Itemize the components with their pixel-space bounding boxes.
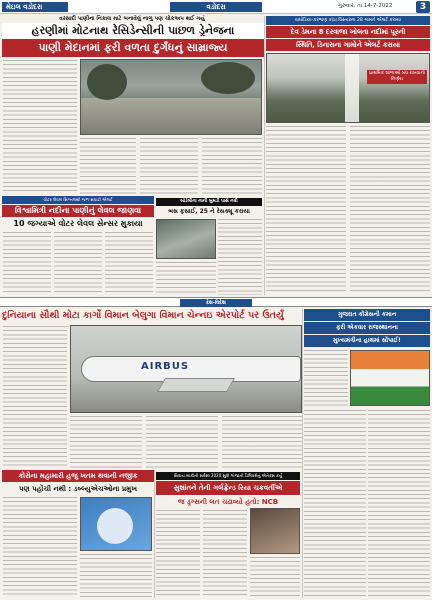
story4-photo-airplane — [70, 325, 302, 413]
story2-body-col3 — [105, 232, 153, 294]
airplane-livery-text: AIRBUS — [141, 361, 190, 372]
right-story-photo — [266, 53, 430, 123]
story5-body-col1 — [304, 350, 348, 406]
story4-body-col3 — [146, 416, 218, 468]
story5-headline-line3: મુખ્યમંત્રીના હાથમાં સોંપાઈ! — [304, 335, 430, 347]
masthead — [0, 0, 432, 14]
who-emblem-icon — [97, 508, 133, 544]
story1-body-col2 — [80, 138, 136, 194]
story1-body-col1 — [3, 60, 77, 194]
page-number: 3 — [416, 1, 430, 13]
story4-body-col2 — [70, 416, 142, 468]
story7-body-col2 — [203, 510, 247, 597]
story5-body-col2 — [304, 410, 366, 596]
story3-headline: બસ ફસાઈ, 25 ને રેસક્યૂ કરાયા — [168, 208, 250, 215]
flood-water — [81, 98, 262, 135]
right-story-headline-line2: સ્થિતિ, ડિનારાના ગામોને એલર્ટ કરાયા — [266, 39, 430, 51]
story6-body-col1 — [3, 497, 77, 597]
right-story-body-col1 — [266, 126, 346, 294]
right-story-kicker: વાઘોડિયા-કરજણ કાંઠા વિસ્તારના 28 ગામને એલર્ટ કરાયા — [266, 16, 430, 25]
tree — [201, 62, 255, 94]
waterfall — [345, 54, 359, 123]
airplane-wing — [157, 378, 235, 392]
story4-headline: દુનિયાના સૌથી મોટા કાર્ગો વિમાન બેલુગા વિમાન ચેન્નઇ એરપોર્ટ પર ઉતર્યું — [2, 310, 284, 321]
right-story-headline-line1: દેવ ડેમના 8 દરવાજા ખોલતા નદીમાં પૂરની — [266, 26, 430, 38]
section-divider — [0, 297, 432, 307]
story5-headline-line2: ફરી એકવાર રાજસ્થાનના — [304, 322, 430, 334]
city-label: વડોદરા — [170, 2, 262, 12]
story2-body-col1 — [3, 232, 51, 294]
story1-photo — [80, 59, 262, 135]
right-story-photo-caption: પ્રાથમિક શાળાઓ બંધ રાખવાનો નિર્ણય — [367, 70, 427, 84]
story7-kicker: સિવાય બાકીની સર્વસ્વ 2020 સુધી ગાંજાની ડિલિવરીનું એનેક્સ કર્યું — [156, 472, 300, 480]
story6-body-col2 — [80, 554, 152, 597]
story7-headline-line2: જ ડ્રગ્સની લત ચઢાવ્યો હતો: NCB — [177, 498, 279, 506]
right-story-body-col2 — [350, 126, 430, 294]
story1-kicker: વરસાદી પાણીના નિકાલ માટે બનાવેલું નાળુ પણ ચોકઅપ થઈ ગયું — [59, 16, 205, 22]
story7-body-col3 — [250, 557, 300, 597]
section-label: મેઇલ વડોદરા — [2, 2, 68, 12]
column-divider — [154, 470, 155, 598]
story7-photo — [250, 508, 300, 554]
story3-body-col2 — [218, 219, 262, 295]
story2-headline-line1: વિશ્વામિત્રી નદીના પાણીનું લેવલ જાણવા — [2, 205, 154, 217]
story6-photo-who — [80, 497, 152, 551]
story1-headline-line2: પાણી મેદાનમાં ફરી વળતા દુર્ગંધનું સામ્રાજ્ય — [2, 39, 264, 57]
story5-body-col3 — [368, 410, 430, 596]
story1-headline-line1: હરણીમાં મોટનાથ રેસિડેન્સીની પાછળ ડ્રેનેજના — [2, 23, 264, 39]
section-label-desh-videsh: દેશ-વિદેશ — [180, 299, 252, 307]
story3-body-col1 — [156, 262, 216, 295]
story4-body-col4 — [222, 416, 302, 468]
story7-body-col1 — [156, 510, 200, 597]
story5-headline-line1: ગુજરાત કોંગ્રેસની કમાન — [304, 309, 430, 321]
column-divider — [264, 16, 265, 295]
issue-date: ગુરુવાર, તા.14-7-2022 — [338, 3, 393, 9]
story2-headline-line2: 10 જગ્યાએ વોટર લેવલ સેન્સર મુકાયા — [13, 219, 143, 228]
story5-photo — [350, 350, 430, 406]
tree — [87, 64, 127, 100]
story2-kicker: વોટર લેવલ સિગ્નલથી જળ સપાટી એલર્ટ — [2, 196, 154, 204]
story6-headline-line2: પણ પહોંચી નથી : ડબ્લ્યુએચઓના પ્રમુખ — [19, 485, 137, 493]
story1-body-col3 — [140, 138, 198, 194]
story4-body-col1 — [3, 326, 67, 466]
story2-body-col2 — [54, 232, 102, 294]
story7-headline-line1: સુશાંતને તેની ગર્લફ્રેન્ડ રિયા ચક્રવર્તીએ — [156, 481, 300, 495]
story6-headline-line1: કોરોના મહામારી હજુ ખતમ થવાની નજીક — [2, 470, 154, 482]
column-divider — [302, 309, 303, 598]
story3-photo — [156, 219, 216, 259]
story1-body-col4 — [202, 138, 262, 194]
story3-kicker: બોડેલીના નાની બુમડી પાસે નવી — [156, 198, 262, 206]
